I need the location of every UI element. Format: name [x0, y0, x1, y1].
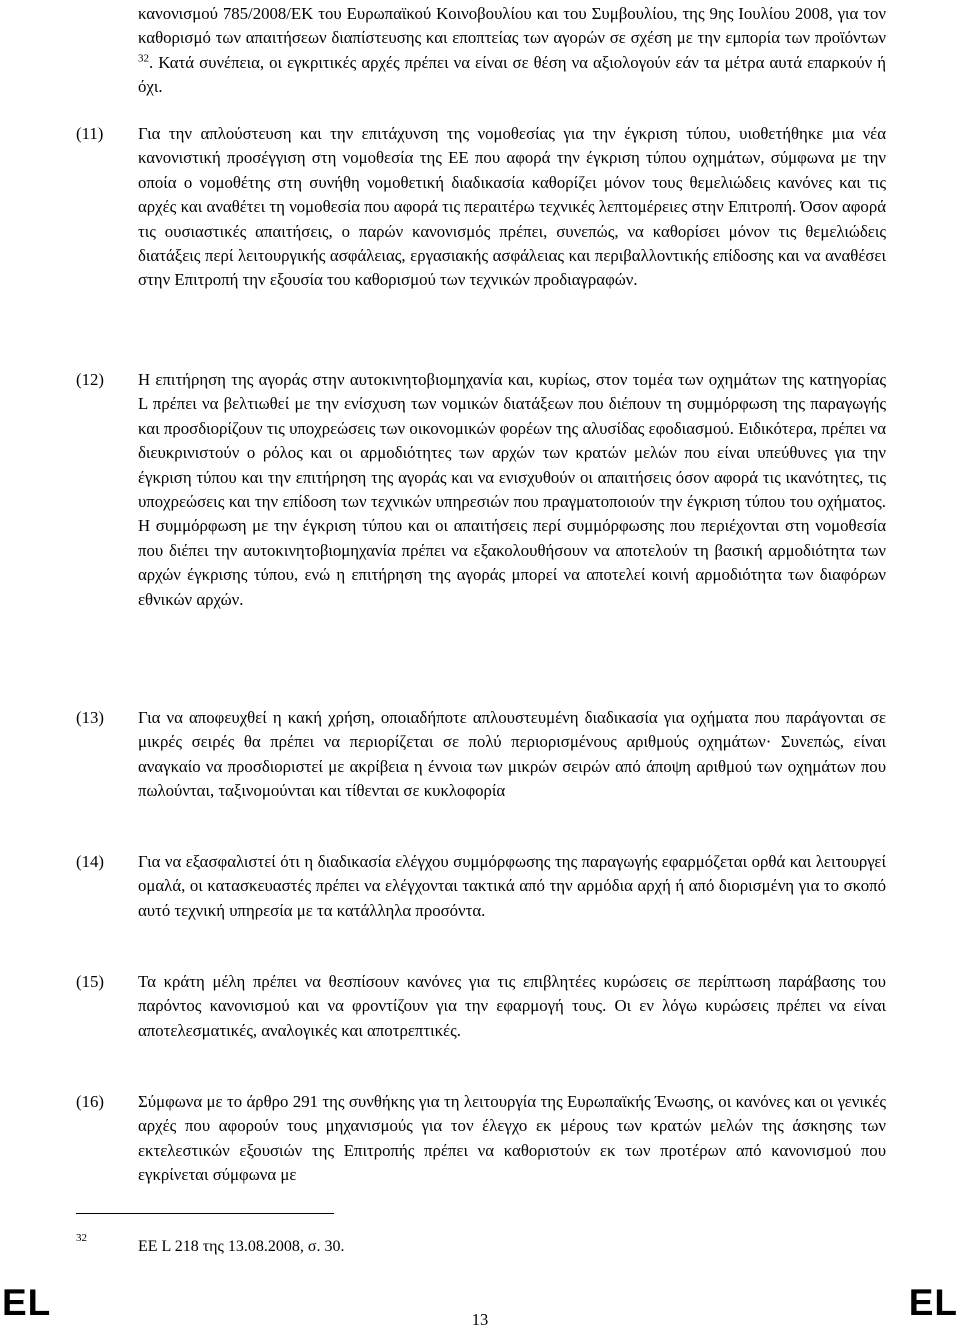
language-code-right: EL [908, 1282, 958, 1323]
page-number: 13 [471, 1310, 489, 1329]
recital-text: Σύμφωνα με το άρθρο 291 της συνθήκης για τη λειτουργία της Ευρωπαϊκής Ένωσης, οι κανόνες και οι γενικές αρχές που αφορούν τους μηχανισμούς για τον έλεγχο εκ μέρους των κρατών μελών της άσκησης των εκτελεστικών εξουσιών της Επιτροπής πρέπει να καθοριστούν εκ των προτέρων από κανονισμού που εγκρίνεται σύμφωνα με [138, 1092, 886, 1185]
intro-paragraph [138, 2, 886, 100]
recital-number: (13) [76, 708, 104, 727]
intro-text-after: . Κατά συνέπεια, οι εγκριτικές αρχές πρέπει να είναι σε θέση να αξιολογούν εάν τα μέτρα αυτά επαρκούν ή όχι. [138, 52, 886, 97]
recital-number: (11) [76, 124, 104, 143]
language-code-left: EL [2, 1282, 52, 1323]
recital-text: Για την απλούστευση και την επιτάχυνση της νομοθεσίας για την έγκριση τύπου, υιοθετήθηκε μια νέα κανονιστική προσέγγιση στη νομοθεσία της ΕΕ που αφορά την έγκριση τύπου οχημάτων, σύμφωνα με την οποία ο νομοθέτης στη συνήθη νομοθετική διαδικασία καθορίζει μόνον τους θεμελιώδεις κανόνες και τις αρχές και αναθέτει τη νομοθεσία που αφορά τις περαιτέρω τεχνικές λεπτομέρειες στην Επιτροπή. Όσον αφορά τις ουσιαστικές απαιτήσεις, ο παρών κανονισμός πρέπει, συνεπώς, να καθορίσει μόνον τις θεμελιώδεις διατάξεις περί λειτουργικής ασφάλειας, εργασιακής ασφάλειας και περιβαλλοντικής επίδοσης και να αναθέσει στην Επιτροπή την εξουσία του καθορισμού των τεχνικών προδιαγραφών. [138, 124, 886, 290]
footnote-number: 32 [76, 1232, 87, 1244]
recital-number: (12) [76, 370, 104, 389]
footnote-text: ΕΕ L 218 της 13.08.2008, σ. 30. [138, 1238, 345, 1255]
footnote-reference: 32 [138, 52, 149, 65]
recital-text: Για να αποφευχθεί η κακή χρήση, οποιαδήποτε απλουστευμένη διαδικασία για οχήματα που παράγονται σε μικρές σειρές θα πρέπει να περιορίζεται σε πολύ περιορισμένους αριθμούς οχημάτων· Συνεπώς, είναι αναγκαίο να προσδιοριστεί με ακρίβεια η έννοια των μικρών σειρών από άποψη αριθμού των οχημάτων που πωλούνται, ταξινομούνται και τίθενται σε κυκλοφορία [138, 708, 886, 801]
recital-text: Για να εξασφαλιστεί ότι η διαδικασία ελέγχου συμμόρφωσης της παραγωγής εφαρμόζεται ορθά και λειτουργεί ομαλά, οι κατασκευαστές πρέπει να ελέγχονται τακτικά από την αρμόδια αρχή ή από διορισμένη για το σκοπό αυτό τεχνική υπηρεσία με τα κατάλληλα προσόντα. [138, 852, 886, 920]
recital-number: (16) [76, 1092, 104, 1111]
recital-number: (15) [76, 972, 104, 991]
recital-text: Τα κράτη μέλη πρέπει να θεσπίσουν κανόνες για τις επιβλητέες κυρώσεις σε περίπτωση παράβασης του παρόντος κανονισμού και να φροντίζουν για την εφαρμογή τους. Οι εν λόγω κυρώσεις πρέπει να είναι αποτελεσματικές, αναλογικές και αποτρεπτικές. [138, 972, 886, 1040]
recital-number: (14) [76, 852, 104, 871]
footnote-separator [76, 1213, 334, 1214]
recital-text: Η επιτήρηση της αγοράς στην αυτοκινητοβιομηχανία και, κυρίως, στον τομέα των οχημάτων της κατηγορίας L πρέπει να βελτιωθεί με την ενίσχυση των νομικών διατάξεων που διέπουν τη συμμόρφωση της παραγωγής και προσδιορίζουν τις υποχρεώσεις των οικονομικών φορέων της αλυσίδας εφοδιασμού. Ειδικότερα, πρέπει να διευκρινιστούν ο ρόλος και οι αρμοδιότητες των αρχών των κρατών μελών που είναι υπεύθυνες για την έγκριση τύπου και την επιτήρηση της αγοράς και να ενισχυθούν οι απαιτήσεις όσον αφορά τις ικανότητες, τις υποχρεώσεις και την επίδοση των τεχνικών υπηρεσιών που πραγματοποιούν την έγκριση τύπου του οχήματος. Η συμμόρφωση με την έγκριση τύπου και οι απαιτήσεις περί συμμόρφωσης που περιέχονται στη νομοθεσία που διέπει την αυτοκινητοβιομηχανία πρέπει να εξακολουθήσουν να αποτελούν τη βασική αρμοδιότητα των αρχών έγκρισης τύπου, ενώ η επιτήρηση της αγοράς μπορεί να αποτελεί κοινή αρμοδιότητα των διαφόρων εθνικών αρχών. [138, 370, 886, 609]
intro-text-before: κανονισμού 785/2008/ΕΚ του Ευρωπαϊκού Κοινοβουλίου και του Συμβουλίου, της 9ης Ιουλίου 2008, για τον καθορισμό των απαιτήσεων διαπίστευσης και εποπτείας των αγορών σε σχέση με την εμπορία των προϊόντων [138, 4, 886, 48]
